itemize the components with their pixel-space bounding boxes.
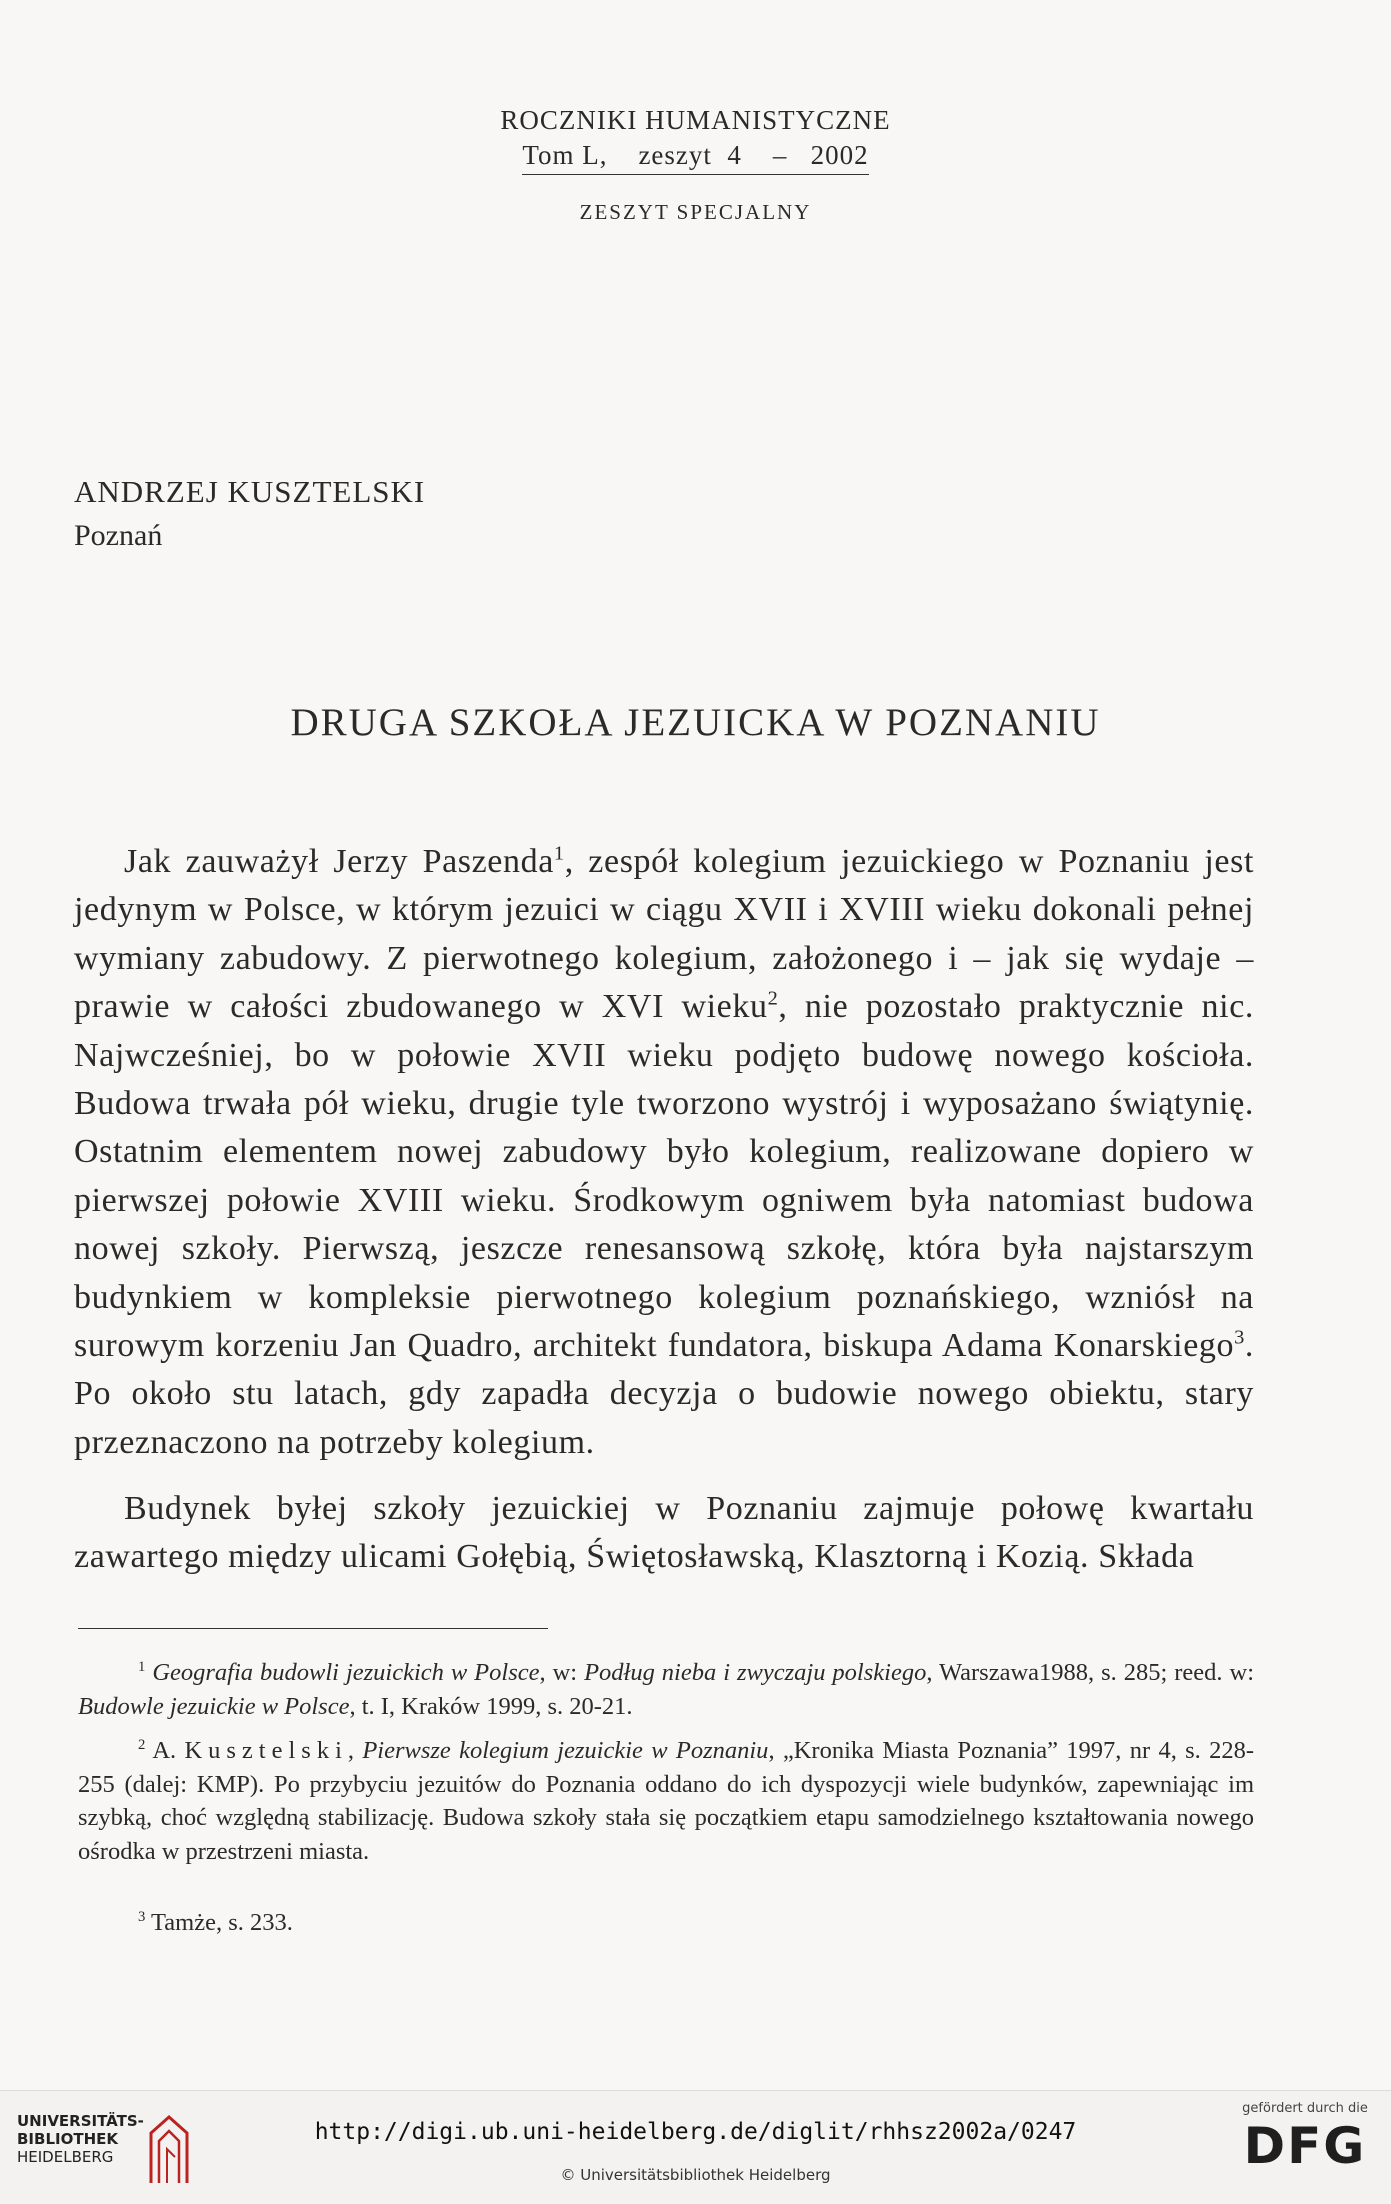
footnote-ref-2[interactable]: 2 [767, 987, 779, 1010]
p1-text-a: Jak zauważył Jerzy Paszenda [124, 843, 554, 880]
p2-text: Budynek byłej szkoły jezuickiej w Poznaniu zajmuje połowę kwartału zawartego między ulicami Gołębią, Świętosławską, Klasztorną i Kozią. Składa [74, 1490, 1254, 1576]
permalink-url[interactable]: http://digi.ub.uni-heidelberg.de/diglit/rhhsz2002a/0247 [314, 2119, 1077, 2145]
special-issue-label: ZESZYT SPECJALNY [579, 200, 812, 224]
fn1-text-1: , w: [539, 1659, 585, 1686]
footnote-divider [78, 1628, 548, 1629]
p1-text-d: . Po około stu latach, gdy zapadła decyzja o budowie nowego obiektu, stary przeznaczono na potrzeby kolegium. [74, 1327, 1254, 1461]
p1-text-b: , zespół kolegium jezuickiego w Poznaniu jest jedynym w Polsce, w którym jezuici w ciągu XVII i XVIII wieku dokonali pełnej wymiany zabudowy. Z pierwotnego kolegium, założonego i – jak się wydaje – prawie w całości zbudowanego w XVI wieku [74, 843, 1255, 1026]
volume-text: Tom L, zeszyt 4 – 2002 [522, 140, 868, 175]
article-title: DRUGA SZKOŁA JEZUICKA W POZNANIU [290, 701, 1101, 744]
footnote-3-number: 3 [138, 1908, 146, 1925]
fn3-text: Tamże, s. 233. [151, 1909, 293, 1936]
fn1-text-2: , Warszawa1988, s. 285; reed. w: [926, 1659, 1255, 1686]
body-paragraph-1 [74, 838, 1254, 1467]
fn1-title-1: Geografia budowli jezuickich w Polsce [152, 1659, 540, 1686]
footnote-ref-1[interactable]: 1 [553, 842, 565, 865]
footnote-ref-3[interactable]: 3 [1234, 1326, 1245, 1349]
p1-text-c: , nie pozostało praktycznie nic. Najwcześniej, bo w połowie XVII wieku podjęto budowę nowego kościoła. Budowa trwała pół wieku, drugie tyle tworzono wystrój i wyposażano świątynię. Ostatnim elementem nowej zabudowy było kolegium, realizowane dopiero w pierwszej połowie XVIII wieku. Środkowym ogniwem była natomiast budowa nowej szkoły. Pierwszą, jeszcze renesansową szkołę, która była najstarszym budynkiem w kompleksie pierwotnego kolegium poznańskiego, wzniósł na surowym korzeniu Jan Quadro, architekt fundatora, biskupa Adama Konarskiego [74, 988, 1254, 1365]
author-name: ANDRZEJ KUSZTELSKI [74, 474, 426, 509]
library-line-1: UNIVERSITÄTS- [17, 2112, 144, 2130]
fn1-title-3: Budowle jezuickie w Polsce [78, 1692, 350, 1720]
journal-name: ROCZNIKI HUMANISTYCZNE [500, 105, 891, 135]
fn1-title-2: Podług nieba i zwyczaju polskiego [584, 1659, 927, 1686]
dfg-logo: DFG [1243, 2117, 1367, 2175]
footnote-2 [78, 1734, 1254, 1868]
fn2-author: Kusztelski [184, 1737, 348, 1764]
funding-badge [1235, 2101, 1375, 2176]
body-paragraph-2 [74, 1485, 1254, 1582]
fn2-title: Pierwsze kolegium jezuickie w Poznaniu [362, 1737, 769, 1764]
library-line-3: HEIDELBERG [17, 2148, 114, 2166]
footnote-1 [78, 1656, 1254, 1723]
fn2-initial: A. [152, 1737, 185, 1764]
library-line-2: BIBLIOTHEK [17, 2130, 118, 2148]
funded-by-label: gefördert durch die [1242, 2101, 1368, 2116]
author-city: Poznań [74, 519, 163, 552]
fn1-text-3: , t. I, Kraków 1999, s. 20-21. [349, 1692, 633, 1720]
footnote-2-number: 2 [138, 1736, 146, 1753]
volume-line [0, 140, 1391, 175]
footnote-1-number: 1 [138, 1658, 146, 1675]
fn2-text: , „Kronika Miasta Poznania” 1997, nr 4, s. 228-255 (dalej: KMP). Po przybyciu jezuitów do Poznania oddano do ich dyspozycji wiele budynków, zapewniając im szybką, choć względną stabilizację. Budowa szkoły stała się początkiem etapu samodzielnego kształtowania nowego ośrodka w przestrzeni miasta. [78, 1737, 1255, 1865]
footnote-3 [78, 1906, 1254, 1940]
digitization-footer [0, 2090, 1391, 2204]
fn2-comma: , [347, 1737, 363, 1764]
copyright-notice: © Universitätsbibliothek Heidelberg [560, 2166, 831, 2184]
